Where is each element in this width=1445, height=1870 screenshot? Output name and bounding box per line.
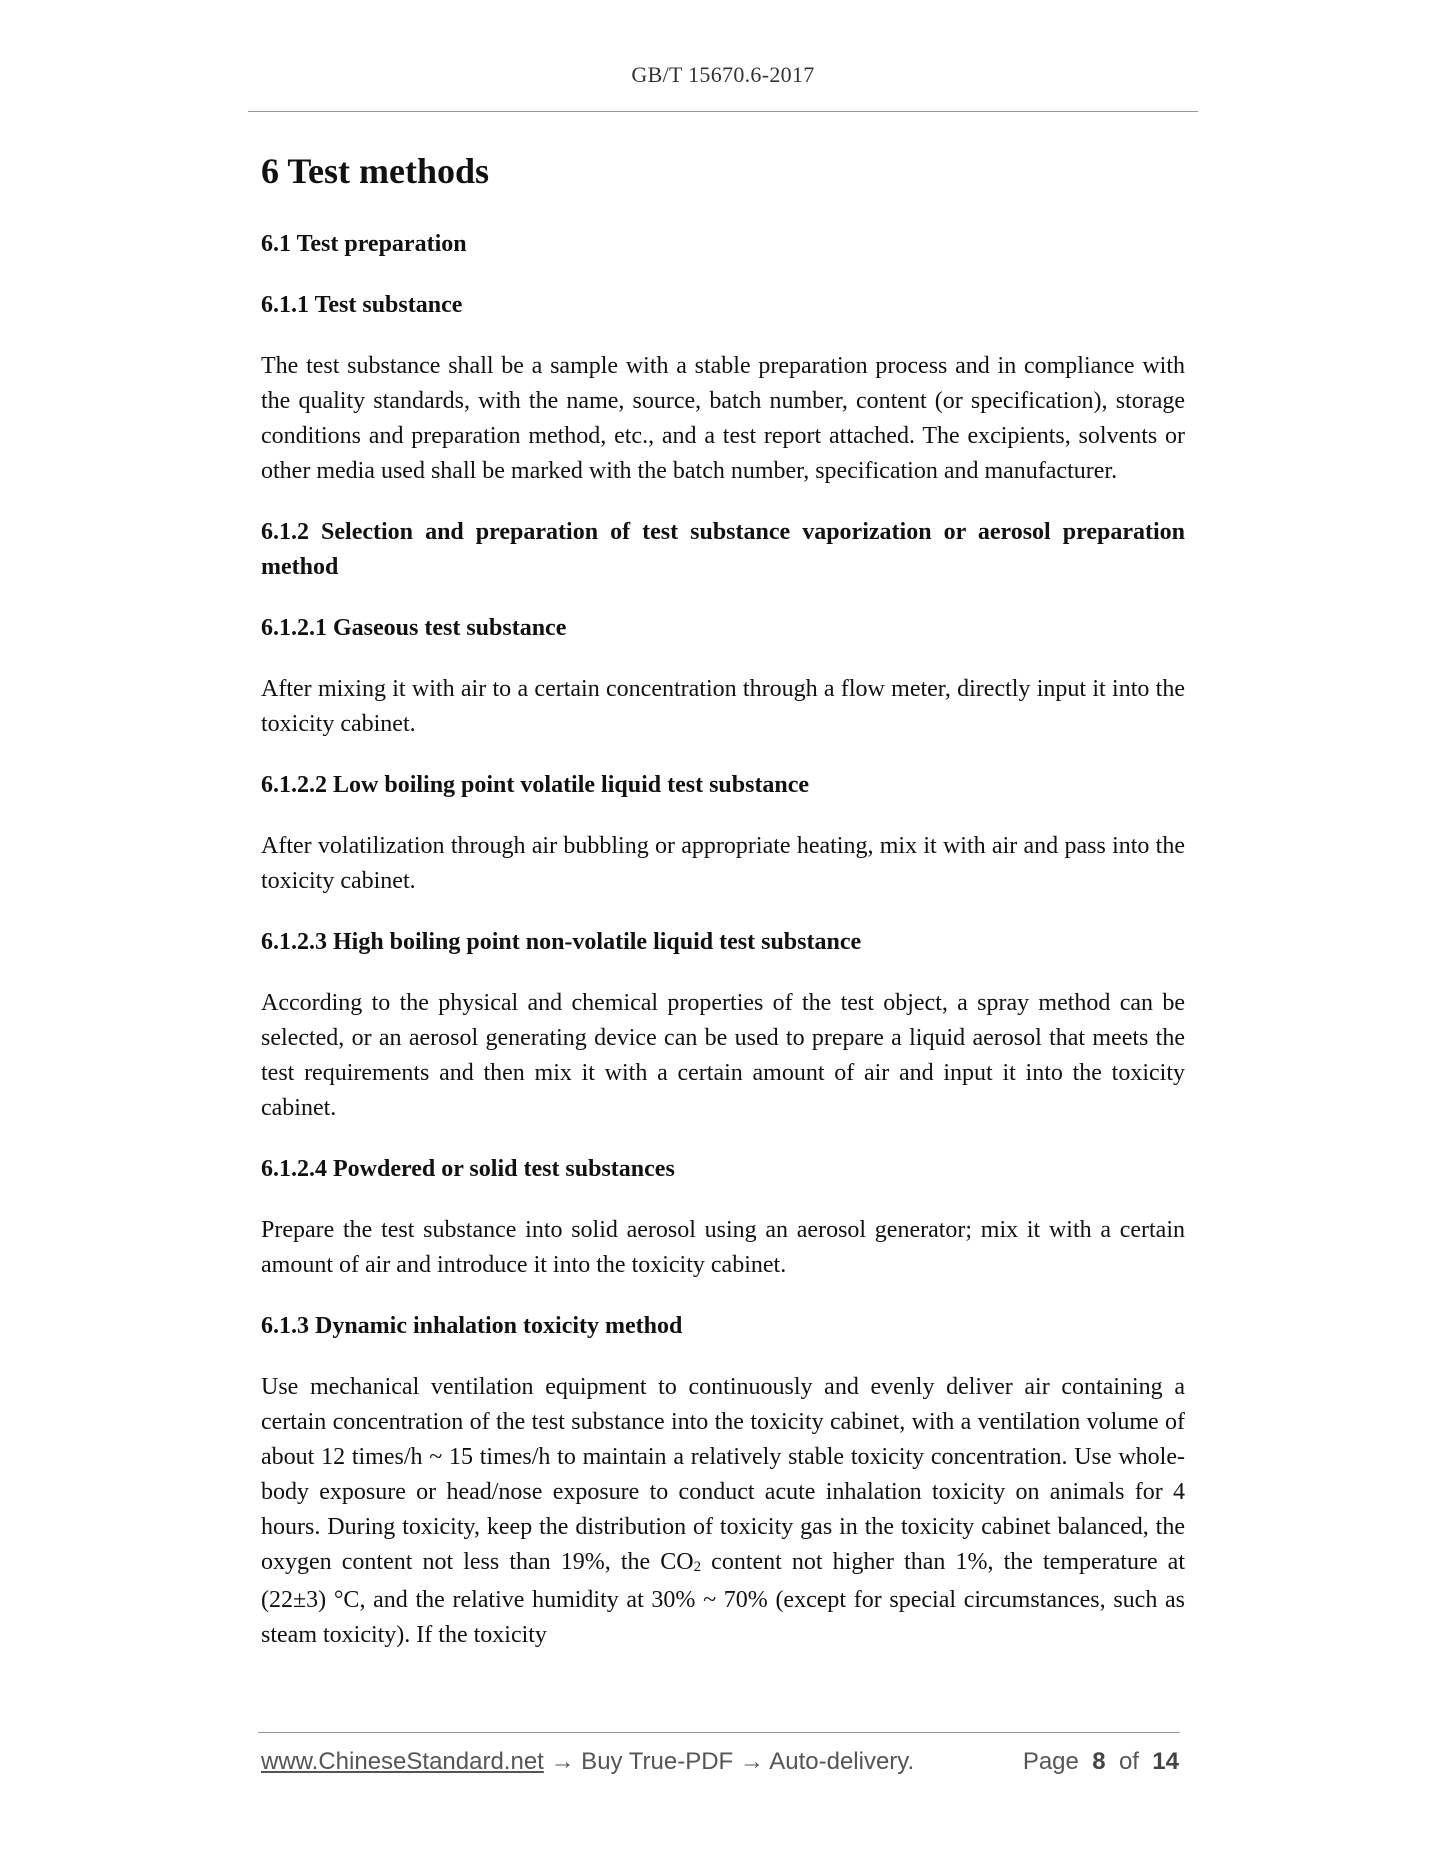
document-header: GB/T 15670.6-2017 [631, 62, 815, 87]
paragraph-6-1-2-1: After mixing it with air to a certain concentration through a flow meter, directly input it into the toxicity cabinet. [261, 676, 1185, 738]
paragraph-6-1-2-4: Prepare the test substance into solid aerosol using an aerosol generator; mix it with a certain amount of air and introduce it into the toxicity cabinet. [261, 1217, 1185, 1279]
document-body [261, 150, 1185, 1679]
paragraph-6-1-2-3: According to the physical and chemical properties of the test object, a spray method can be selected, or an aerosol generating device can be used to prepare a liquid aerosol that meets the test requirements and then mix it with a certain amount of air and input it into the toxicity cabinet. [261, 990, 1185, 1122]
heading-6-1-3: 6.1.3 Dynamic inhalation toxicity method [261, 1313, 683, 1340]
heading-6-1-2-3: 6.1.2.3 High boiling point non-volatile liquid test substance [261, 929, 862, 956]
footer-promo-text: → Buy True-PDF → Auto-delivery. [543, 1748, 915, 1775]
heading-6-1-1: 6.1.1 Test substance [261, 292, 463, 319]
page-label: Page [1022, 1748, 1079, 1775]
site-link[interactable]: www.ChineseStandard.net [261, 1748, 544, 1775]
footer-divider [258, 1732, 1180, 1733]
total-pages: 14 [1152, 1748, 1179, 1775]
header-divider [248, 111, 1198, 112]
section-title: 6 Test methods [261, 151, 490, 191]
page-indicator [1023, 1748, 1179, 1776]
paragraph-6-1-2-2: After volatilization through air bubbling or appropriate heating, mix it with air and pass into the toxicity cabinet. [261, 833, 1185, 895]
co2-subscript: 2 [693, 1559, 702, 1576]
heading-6-1-2-4: 6.1.2.4 Powdered or solid test substances [261, 1156, 675, 1183]
heading-6-1-2-1: 6.1.2.1 Gaseous test substance [261, 615, 567, 642]
of-label: of [1118, 1748, 1139, 1775]
paragraph-6-1-3-part-a: Use mechanical ventilation equipment to continuously and evenly deliver air containing a certain concentration of the test substance into the toxicity cabinet, with a ventilation volume of about 12 times/h ~ 15 times/h to maintain a relatively stable toxicity concentration. Use whole-body exposure or head/nose exposure to conduct acute inhalation toxicity on animals for 4 hours. During toxicity, keep the distribution of toxicity gas in the toxicity cabinet balanced, the oxygen content not less than 19%, the CO [261, 1374, 1185, 1576]
paragraph-6-1-1: The test substance shall be a sample with a stable preparation process and in compliance with the quality standards, with the name, source, batch number, content (or specification), storage conditions and preparation method, etc., and a test report attached. The excipients, solvents or other media used shall be marked with the batch number, specification and manufacturer. [261, 353, 1185, 485]
heading-6-1-2-2: 6.1.2.2 Low boiling point volatile liquid test substance [261, 772, 810, 799]
page-number: 8 [1092, 1748, 1106, 1775]
paragraph-6-1-3 [261, 1370, 1185, 1653]
footer-promo [261, 1748, 914, 1776]
heading-6-1-2: 6.1.2 Selection and preparation of test substance vaporization or aerosol preparation method [261, 519, 1185, 581]
paragraph-6-1-3-part-b: content not higher than 1%, the temperature at (22±3) °C, and the relative humidity at 30% ~ 70% (except for special circumstances, such as steam toxicity). If the toxicity [261, 1549, 1186, 1649]
heading-6-1: 6.1 Test preparation [261, 231, 467, 258]
